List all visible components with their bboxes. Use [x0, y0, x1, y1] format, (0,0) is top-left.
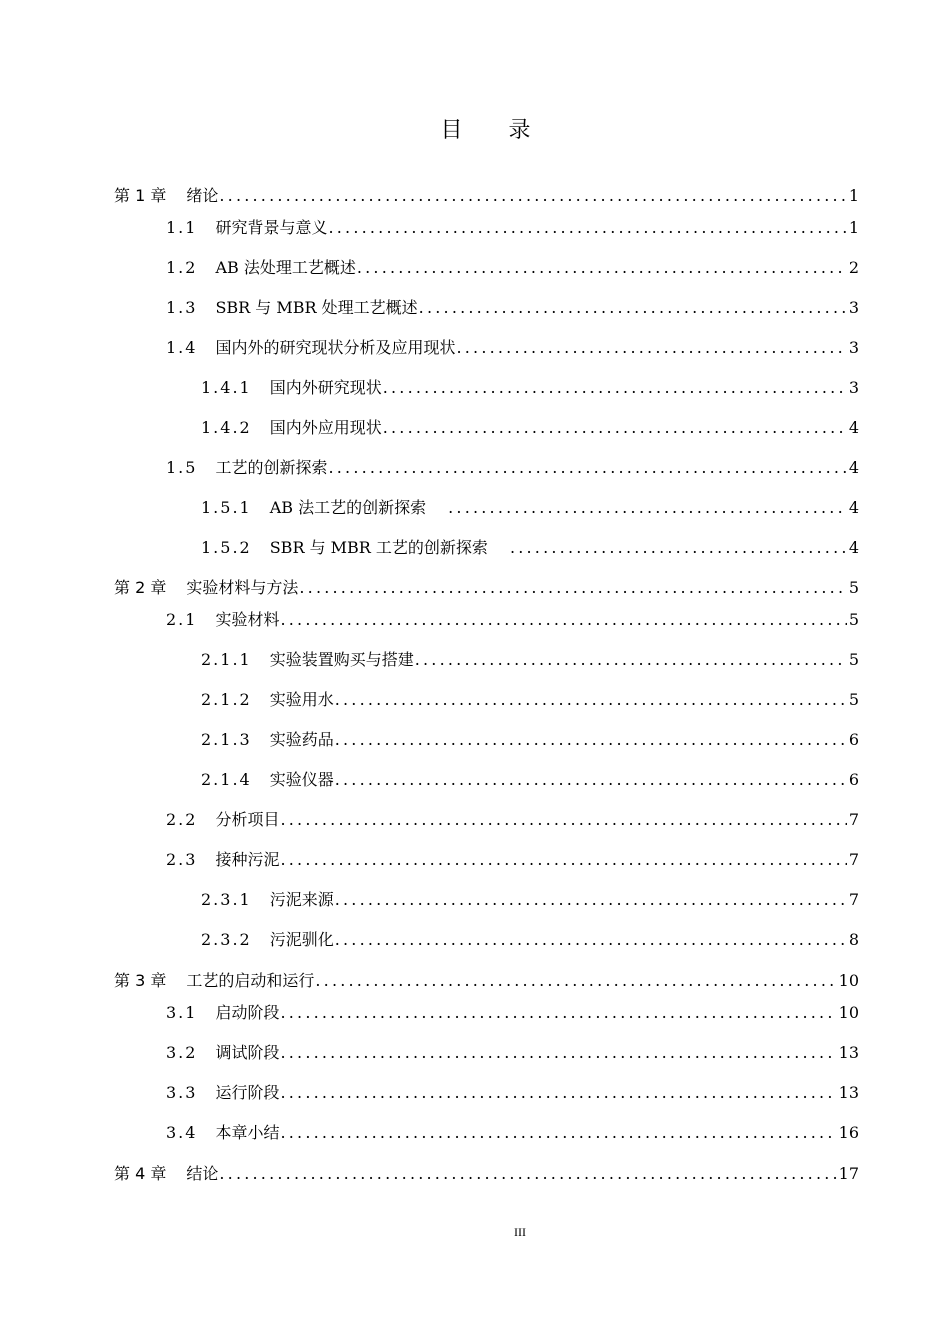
toc-number: 3.4: [166, 1123, 198, 1142]
toc-label: 本章小结: [215, 1123, 280, 1142]
toc-number: 2.1.1: [201, 650, 252, 669]
toc-label: 调试阶段: [215, 1043, 280, 1062]
toc-entry-2-3-2[interactable]: [201, 928, 859, 952]
toc-label: 实验用水: [269, 690, 334, 709]
toc-entry-3-3[interactable]: [166, 1081, 859, 1105]
toc-label: 接种污泥: [215, 850, 280, 869]
toc-number: 1.4.1: [201, 378, 252, 397]
toc-label: 污泥来源: [269, 890, 334, 909]
toc-label: 国内外的研究现状分析及应用现状: [215, 338, 456, 357]
toc-entry-2-1-4[interactable]: [201, 768, 859, 792]
toc-leader: [280, 848, 846, 872]
toc-number: 1.4: [166, 338, 198, 357]
toc-entry-2-1[interactable]: [166, 608, 859, 632]
toc-leader: [219, 184, 846, 208]
toc-leader: [383, 376, 847, 400]
toc-leader: [299, 576, 846, 600]
toc-leader: [328, 216, 846, 240]
toc-page: 3: [848, 378, 859, 397]
toc-number: 1.1: [166, 218, 198, 237]
toc-number: 第 3 章: [114, 971, 167, 990]
toc-label: 实验药品: [269, 730, 334, 749]
toc-number: 1.5.1: [201, 498, 252, 517]
toc-entry-3-2[interactable]: [166, 1041, 859, 1065]
toc-number: 2.2: [166, 810, 198, 829]
toc-entry-2-2[interactable]: [166, 808, 859, 832]
toc-label: 国内外应用现状: [269, 418, 382, 437]
toc-leader: [315, 969, 836, 993]
toc-leader: [219, 1162, 836, 1186]
toc-leader: [456, 336, 846, 360]
page-title-char-2: 录: [508, 118, 531, 143]
toc-label: 运行阶段: [215, 1083, 280, 1102]
toc-entry-1-4-1[interactable]: [201, 376, 859, 400]
toc-entry-1-5[interactable]: [166, 456, 859, 480]
toc-page: 10: [838, 971, 859, 990]
toc-number: 3.1: [166, 1003, 198, 1022]
toc-page: 10: [838, 1003, 859, 1022]
toc-page: 2: [848, 258, 859, 277]
toc-number: 2.3.2: [201, 930, 252, 949]
toc-label: 工艺的启动和运行: [186, 971, 315, 990]
toc-leader: [328, 456, 846, 480]
toc-label: SBR 与 MBR 处理工艺概述: [215, 298, 418, 317]
toc-leader: [280, 1081, 836, 1105]
toc-entry-chapter-1[interactable]: [114, 184, 859, 208]
toc-leader: [419, 296, 847, 320]
toc-page: 4: [848, 538, 859, 557]
toc-number: 第 2 章: [114, 578, 167, 597]
toc-number: 2.3.1: [201, 890, 252, 909]
toc-leader: [510, 536, 847, 560]
toc-leader: [415, 648, 847, 672]
toc-leader: [335, 768, 847, 792]
toc-page: 3: [848, 298, 859, 317]
toc-label: 研究背景与意义: [215, 218, 328, 237]
toc-leader: [335, 888, 847, 912]
toc-label: 实验材料与方法: [186, 578, 299, 597]
toc-page: 7: [848, 850, 859, 869]
toc-leader: [335, 928, 847, 952]
toc-leader: [357, 256, 847, 280]
toc-page: 1: [848, 186, 859, 205]
toc-entry-2-3-1[interactable]: [201, 888, 859, 912]
toc-number: 1.4.2: [201, 418, 252, 437]
toc-leader: [335, 688, 847, 712]
toc-page: 6: [848, 730, 859, 749]
toc-page: 5: [848, 578, 859, 597]
toc-leader: [280, 1001, 836, 1025]
toc-number: 2.1: [166, 610, 198, 629]
toc-page: 5: [848, 690, 859, 709]
toc-entry-1-2[interactable]: [166, 256, 859, 280]
toc-entry-1-1[interactable]: [166, 216, 859, 240]
toc-label: 工艺的创新探索: [215, 458, 328, 477]
toc-number: 1.5: [166, 458, 198, 477]
toc-entry-1-5-2[interactable]: [201, 536, 859, 560]
toc-leader: [280, 1121, 836, 1145]
toc-label: 实验装置购买与搭建: [269, 650, 414, 669]
toc-entry-1-4-2[interactable]: [201, 416, 859, 440]
toc-number: 1.2: [166, 258, 198, 277]
toc-label: AB 法处理工艺概述: [215, 258, 356, 277]
toc-label: 结论: [186, 1164, 219, 1183]
toc-number: 2.1.4: [201, 770, 252, 789]
toc-label: SBR 与 MBR 工艺的创新探索: [269, 538, 488, 557]
toc-label: 实验材料: [215, 610, 280, 629]
toc-entry-3-1[interactable]: [166, 1001, 859, 1025]
toc-page: 7: [848, 810, 859, 829]
toc-label: 实验仪器: [269, 770, 334, 789]
toc-page: 4: [848, 458, 859, 477]
toc-number: 3.2: [166, 1043, 198, 1062]
toc-entry-chapter-4[interactable]: [114, 1162, 859, 1186]
toc-page: 16: [838, 1123, 859, 1142]
toc-entry-1-5-1[interactable]: [201, 496, 859, 520]
toc-leader: [280, 608, 846, 632]
toc-page: 13: [838, 1043, 859, 1062]
toc-page: 6: [848, 770, 859, 789]
page-number: III: [514, 1225, 526, 1239]
toc-entry-2-1-1[interactable]: [201, 648, 859, 672]
toc-entry-2-3[interactable]: [166, 848, 859, 872]
toc-entry-3-4[interactable]: [166, 1121, 859, 1145]
toc-entry-chapter-2[interactable]: [114, 576, 859, 600]
toc-label: AB 法工艺的创新探索: [269, 498, 427, 517]
toc-page: 17: [838, 1164, 859, 1183]
toc-number: 2.1.3: [201, 730, 252, 749]
toc-leader: [280, 808, 846, 832]
toc-label: 国内外研究现状: [269, 378, 382, 397]
toc-page: 5: [848, 650, 859, 669]
toc-leader: [335, 728, 847, 752]
toc-entry-2-1-3[interactable]: [201, 728, 859, 752]
toc-label: 绪论: [186, 186, 219, 205]
toc-number: 第 1 章: [114, 186, 167, 205]
toc-page: 4: [848, 418, 859, 437]
toc-entry-chapter-3[interactable]: [114, 969, 859, 993]
toc-leader: [383, 416, 847, 440]
toc-page: 4: [848, 498, 859, 517]
toc-entry-1-4[interactable]: [166, 336, 859, 360]
toc-number: 2.3: [166, 850, 198, 869]
toc-number: 3.3: [166, 1083, 198, 1102]
toc-page: 1: [848, 218, 859, 237]
toc-leader: [280, 1041, 836, 1065]
toc-entry-1-3[interactable]: [166, 296, 859, 320]
toc-leader: [448, 496, 847, 520]
toc-page: 13: [838, 1083, 859, 1102]
toc-number: 2.1.2: [201, 690, 252, 709]
toc-page: 5: [848, 610, 859, 629]
toc-page: 3: [848, 338, 859, 357]
toc-page: 7: [848, 890, 859, 909]
toc-number: 第 4 章: [114, 1164, 167, 1183]
toc-label: 启动阶段: [215, 1003, 280, 1022]
toc-entry-2-1-2[interactable]: [201, 688, 859, 712]
toc-page: 8: [848, 930, 859, 949]
toc-label: 分析项目: [215, 810, 280, 829]
toc-label: 污泥驯化: [269, 930, 334, 949]
toc-number: 1.3: [166, 298, 198, 317]
toc-number: 1.5.2: [201, 538, 252, 557]
page-title-char-1: 目: [440, 118, 463, 143]
